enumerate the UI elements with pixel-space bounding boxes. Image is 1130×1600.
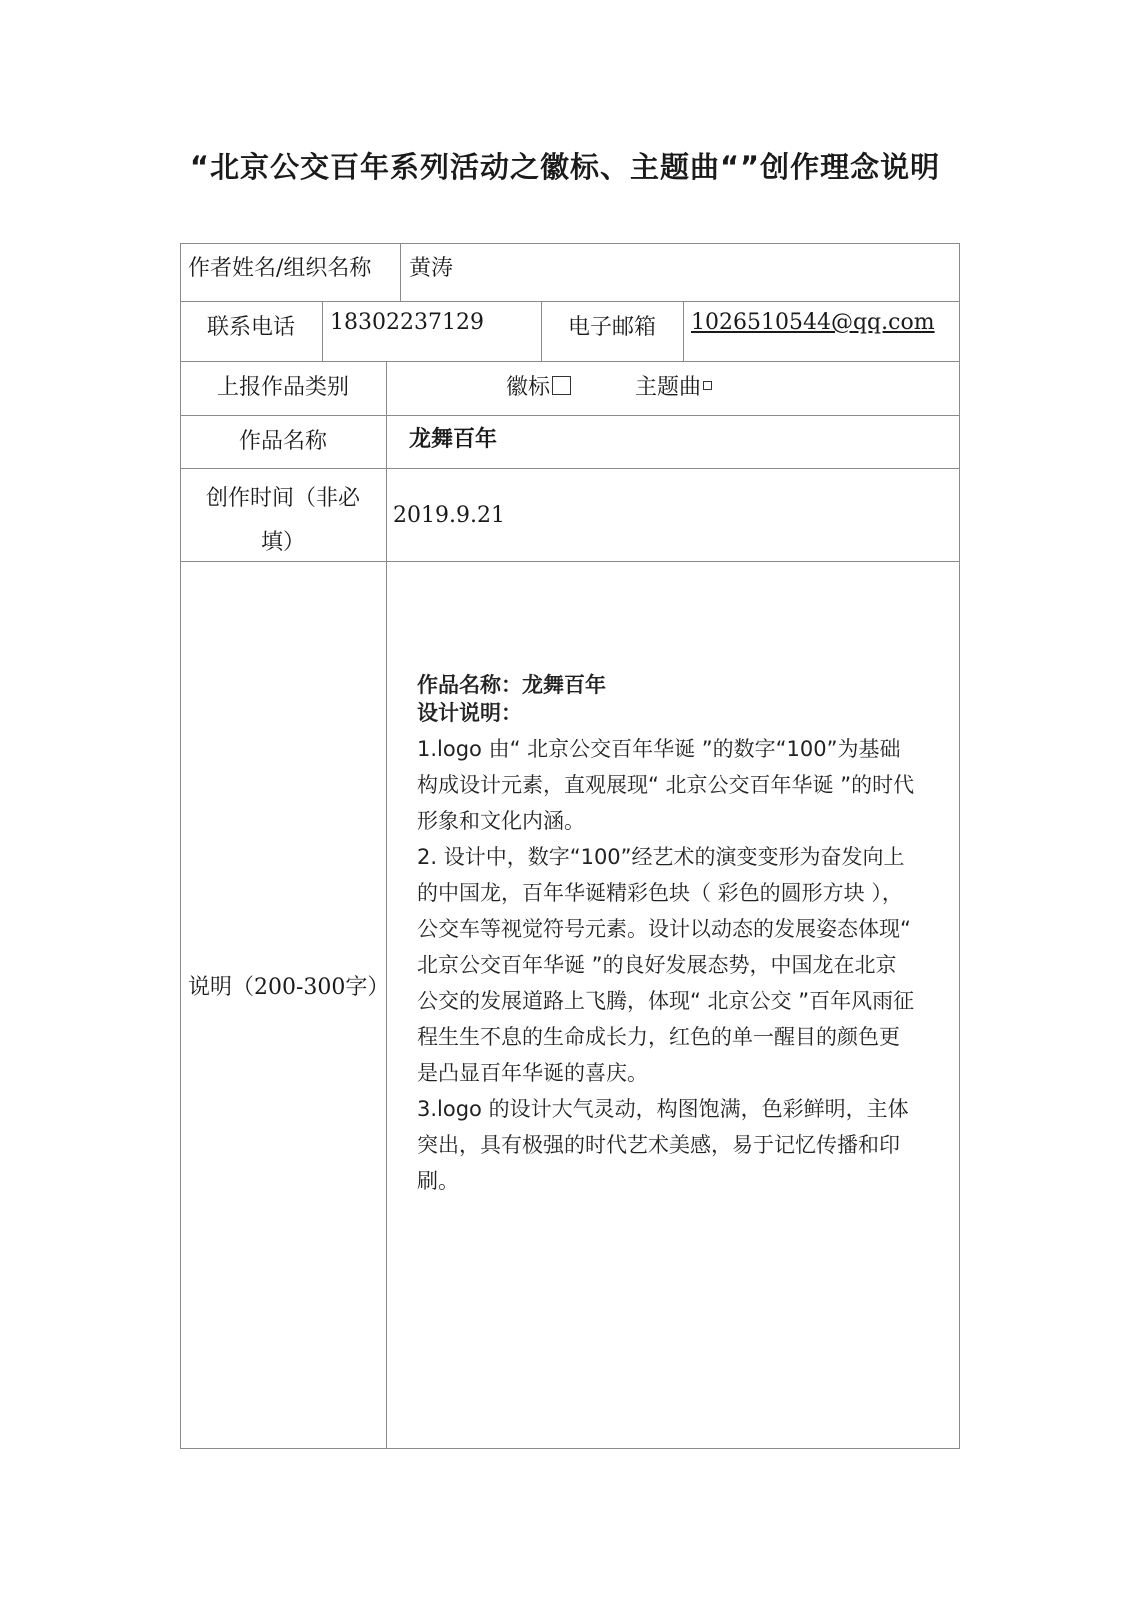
category-label: 上报作品类别 — [216, 375, 349, 400]
table-border — [683, 301, 684, 361]
table-border — [386, 361, 387, 1449]
work-name-label: 作品名称 — [238, 429, 327, 454]
table-border — [180, 1448, 960, 1449]
creation-time-value: 2019.9.21 — [393, 503, 505, 528]
table-border — [180, 361, 960, 362]
creation-time-label-line2: 填） — [260, 530, 305, 555]
email-label: 电子邮箱 — [567, 315, 656, 340]
description-paragraph: 3.logo 的设计大气灵动，构图饱满，色彩鲜明，主体突出，具有极强的时代艺术美感，易于记忆传播和印刷。 — [417, 1097, 909, 1193]
email-link[interactable]: 1026510544@qq.com — [691, 310, 935, 335]
description-paragraph: 2. 设计中，数字“100”经艺术的演变变形为奋发向上的中国龙，百年华诞精彩色块（ 彩色的圆形方块 ），公交车等视觉符号元素。设计以动态的发展姿态体现“ 北京公交百年华诞 ”的良好发展态势，中国龙在北京公交的发展道路上飞腾，体现“ 北京公交 ”百年风雨征程生生不息的生命成长力，红色的单一醒目的颜色更是凸显百年华诞的喜庆。 — [417, 845, 915, 1085]
table-border — [180, 243, 960, 244]
checkbox-icon[interactable] — [703, 381, 712, 390]
category-option-logo-label: 徽标 — [506, 375, 551, 400]
category-option-logo[interactable] — [506, 374, 571, 403]
description-paragraph: 1.logo 由“ 北京公交百年华诞 ”的数字“100”为基础构成设计元素，直观展现“ 北京公交百年华诞 ”的时代形象和文化内涵。 — [417, 737, 915, 833]
table-border — [400, 243, 401, 301]
table-border — [959, 243, 960, 1449]
category-option-song[interactable] — [635, 374, 712, 403]
table-border — [180, 468, 960, 469]
work-name-value: 龙舞百年 — [409, 427, 498, 452]
creation-time-label-line1: 创作时间（非必 — [205, 486, 360, 511]
author-label: 作者姓名/组织名称 — [188, 256, 372, 281]
description-heading-design: 设计说明： — [417, 701, 522, 725]
description-label: 说明（200-300字） — [188, 975, 390, 1000]
author-value: 黄涛 — [409, 256, 454, 281]
page-title: “北京公交百年系列活动之徽标、主题曲“”创作理念说明 — [189, 150, 941, 184]
table-border — [180, 243, 181, 1449]
table-border — [322, 301, 323, 361]
description-body — [417, 671, 917, 1199]
table-border — [180, 301, 960, 302]
checkbox-icon[interactable] — [552, 376, 571, 395]
category-option-song-label: 主题曲 — [635, 375, 702, 400]
phone-label: 联系电话 — [206, 315, 295, 340]
phone-value: 18302237129 — [330, 310, 484, 335]
application-form — [180, 243, 960, 1449]
creation-time-label — [180, 477, 386, 565]
table-border — [180, 415, 960, 416]
description-heading-name: 作品名称：龙舞百年 — [417, 673, 606, 697]
